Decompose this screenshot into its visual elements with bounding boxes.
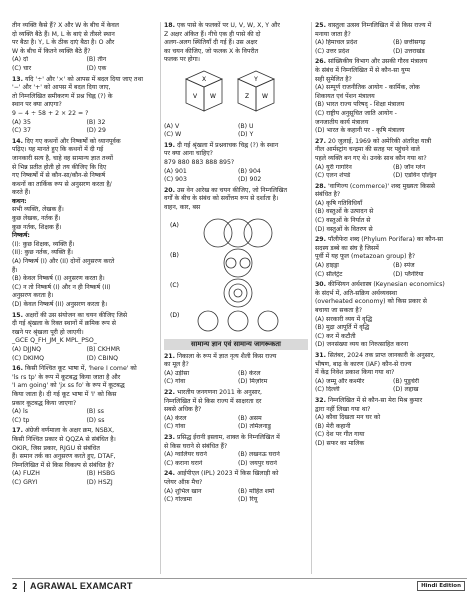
options bbox=[164, 488, 308, 505]
venn-label-c: (C) bbox=[170, 281, 179, 289]
option-c: (C) उत्तर प्रदेश bbox=[315, 47, 350, 55]
option-a: (A) 901 bbox=[164, 167, 187, 175]
cube-1-left-face: V bbox=[192, 92, 198, 100]
option-d: (D) Y bbox=[238, 131, 254, 139]
option-a: (A) दो bbox=[12, 56, 28, 64]
options bbox=[12, 119, 157, 136]
option-b: (B) 904 bbox=[238, 167, 261, 175]
venn-option-b bbox=[224, 249, 252, 277]
option-c: (C) दिल्ली bbox=[315, 386, 340, 394]
question-12-continued: तीन व्यक्ति कैसे हैं? X और W के बीच में केवल दो व्यक्ति बैठे हैं। M, L के बाएं से तीसरे स्थान पर बैठा है। Y, L के ठीक दाएं बैठा है। O और W के बीच में कितने व्यक्ति बैठे हैं? (A) दो (B) तीन (C) चार (D) एक bbox=[12, 22, 157, 74]
column-1 bbox=[12, 22, 157, 489]
option-a: (A) V bbox=[164, 122, 180, 130]
option-a: (A) हाइड्रा bbox=[315, 262, 339, 270]
option-c: (C) कराना घराने bbox=[164, 459, 203, 467]
option-d: (D) CBINQ bbox=[86, 354, 118, 362]
question-26: 26. सांख्यिकीय विभाग और उसकी गौरव मंत्रालय के संबंध में निम्नलिखित में से कौन-सा युग्म सही सुमेलित है? (A) सम्पूर्ण राजनीतिक आयोग - कार्मिक, लोक शिकायत एवं पेंशन मंत्रालय (B) भारत राज्य परिषद् - शिक्षा मंत्रालय (C) राष्ट्रीय अनुसूचित जाति आयोग - जनजातीय कार्य मंत्रालय (D) भारत के कहानी पर - कृषि मंत्रालय bbox=[315, 58, 428, 135]
option-d: (D) एक bbox=[86, 64, 107, 72]
options bbox=[315, 39, 467, 56]
option-b: (B) लखनऊ घराने bbox=[238, 451, 280, 459]
venn-option-c bbox=[224, 279, 252, 307]
option-b: (B) स्पंज bbox=[393, 262, 415, 270]
footer-separator bbox=[24, 581, 25, 592]
options bbox=[164, 123, 308, 140]
question-30: 30. कीन्सियन अर्थशास्त्र (Keynesian economics) के संदर्भ में, अति-सक्रिय अर्थव्यवस्था (overheated economy) को किस प्रकार से बचाया जा सकता है? (A) सरकारी व्यय में वृद्धि (B) मुद्रा आपूर्ति में वृद्धि (C) कर में कटौती (D) जनसंख्या व्यय का निरुत्साहित करना bbox=[315, 281, 445, 349]
options bbox=[315, 378, 467, 395]
option-c: (C) 903 bbox=[164, 176, 187, 184]
option-b: (B) CKHMR bbox=[86, 345, 121, 353]
option-a: (A) युरी गागरिन bbox=[315, 163, 352, 171]
options bbox=[315, 262, 467, 279]
options bbox=[12, 408, 157, 425]
options bbox=[12, 470, 157, 487]
option-d: (D) 29 bbox=[86, 127, 106, 135]
option-b: (B) मोहित शर्मा bbox=[238, 487, 275, 495]
cube-1-top-face: X bbox=[201, 75, 207, 83]
column-divider bbox=[311, 22, 312, 574]
option-c: (C) चार bbox=[12, 64, 32, 72]
venn-option-d bbox=[198, 311, 278, 331]
option-d: (D) प्लैनेरिया bbox=[393, 270, 424, 278]
question-15: 15. अक्षरों की उस संयोजन का चयन कीजिए जिसे दी गई श्रृंखला के रिक्त स्थानों में क्रमिक रूप से रखने पर श्रृंखला पूरी हो जाएगी। _GCE Q_FH_JM_K MPL_PSO_ (A) DJJNQ (B) CKHMR (C) DKIMQ (D) CBINQ bbox=[12, 312, 157, 364]
options bbox=[12, 56, 157, 73]
option-b: (B) पुडुचेरी bbox=[393, 377, 419, 385]
options bbox=[164, 451, 308, 468]
options bbox=[164, 168, 308, 185]
option-d: (D) मिज़ोरम bbox=[238, 378, 268, 386]
option-b: (B) असम bbox=[238, 414, 262, 422]
option-b: (B) तीन bbox=[86, 56, 107, 64]
column-3 bbox=[315, 22, 467, 451]
brand-logo-text: AGRAWAL EXAMCART bbox=[30, 581, 133, 591]
question-16: 16. किसी निश्चित कूट भाषा में, 'here I come' को 'ls rs tp' के रूप में कूटबद्ध किया जाता है और 'I am going' को 'jx ss fo' के रूप में कूटबद्ध किया जाता है। दी गई कूट भाषा में 'I' को किस प्रकार कूटबद्ध किया जाएगा? (A) ls (B) ss (C) tp (D) ss bbox=[12, 365, 157, 425]
question-13: 13. यदि '÷' और '×' को आपस में बदल दिया जाए तथा '−' और '+' को आपस में बदल दिया जाए, तो निम्नलिखित समीकरण में प्रश्न चिह्न (?) के स्थान पर क्या आएगा? 9 − 4 ÷ 58 + 2 × 22 = ? (A) 35 (B) 32 (C) 37 (D) 29 bbox=[12, 76, 157, 136]
option-d: (D) उत्तराखंड bbox=[393, 47, 425, 55]
option-c: (C) गोवा bbox=[164, 378, 186, 386]
option-a: (A) DJJNQ bbox=[12, 345, 41, 353]
column-divider bbox=[160, 22, 161, 574]
option-b: (B) 32 bbox=[86, 118, 106, 126]
question-29: 29. पॉलीफेरा शब्द (Phylum Porifera) का कौन-सा सदस्य डब्बे का संघ है जिसमें पूर्वी में यह फूल (metazoan group) है? (A) हाइड्रा (B) स्पंज (C) सीलेंट्रेट (D) प्लैनेरिया bbox=[315, 236, 467, 279]
option-a: (A) उड़ीसा bbox=[164, 369, 190, 377]
option-b: (B) ss bbox=[86, 408, 104, 416]
option-a: (A) जम्मू और कश्मीर bbox=[315, 377, 365, 385]
venn-label-a: (A) bbox=[170, 221, 179, 229]
option-d: (D) HSZJ bbox=[86, 478, 113, 486]
question-19: 19. दी गई श्रृंखला में प्रश्नवाचक चिह्न (?) के स्थान पर क्या आना चाहिए? 879 880 883 888 895? (A) 901 (B) 904 (C) 903 (D) 902 bbox=[164, 142, 308, 185]
section-heading: सामान्य ज्ञान एवं सामान्य जागरूकता bbox=[164, 339, 308, 350]
question-17: 17. अंग्रेजी वर्णमाला के अक्षर क्रम, NSBX, किसी निश्चित प्रकार से QQZA से संबंधित है। OKIR, जिस प्रकार, RJGU से संबंधित हैं। समान तर्क का अनुसरण करते हुए, DTAF, निम्नलिखित में से किस विकल्प से संबंधित है? (A) FUZH (B) HSBG (C) GRYI (D) HSZJ bbox=[12, 427, 157, 487]
question-32: 32. निम्नलिखित में से कौन-सा मेरा मिश्र कुमार द्वारा नहीं लिखा गया था? (A) कौवा दिखता मन घर को (B) मेरी कहानी (C) देश पर गीत गाया (D) सफर का मालिक bbox=[315, 396, 423, 447]
option-d: (D) जयपुर घराने bbox=[238, 459, 277, 467]
option-c: (C) गोवा bbox=[164, 423, 186, 431]
question-23: 23. प्रसिद्ध ईरानी इस्लाम, शाक्त के निम्नलिखित में से किस घराने से संबंधित हैं? (A) ग्वालियर घराने (B) लखनऊ घराने (C) कराना घराने (D) जयपुर घराने bbox=[164, 434, 308, 468]
option-d: (D) रियू bbox=[238, 496, 258, 504]
option-b: (B) जॉन ग्लेन bbox=[393, 163, 426, 171]
option-d: (D) लद्दाख bbox=[393, 386, 419, 394]
question-24: 24. आईपीएल (IPL) 2023 में किस खिलाड़ी को प्लेयर ऑफ़ मैच? (A) शुभिल खान (B) मोहित शर्मा (C) गोल्डमा (D) रियू bbox=[164, 470, 308, 504]
question-18: 18. एक पासे के फलकों पर U, V, W, X, Y और Z अक्षर अंकित हैं। नीचे एक ही पासे की दो अलग-अलग स्थितियाँ दी गई हैं। उस अक्षर का चयन कीजिए, जो फलक X के विपरीत फलक पर होगा। X V W Y Z W (A) V (B) U (C) W (D) Y bbox=[164, 22, 308, 140]
option-d: (D) ss bbox=[86, 416, 105, 424]
option-a: (A) ग्वालियर घराने bbox=[164, 451, 207, 459]
option-b: (B) U bbox=[238, 122, 254, 130]
options bbox=[12, 346, 157, 363]
question-28: 28. 'वाणिज्य (commerce)' शब्द मुख्यतः किससे संबंधित है? (A) कृषि गतिविधियाँ (B) वस्तुओं के उत्पादन से (C) वस्तुओं के निर्यात से (D) वस्तुओं के वितरण से bbox=[315, 182, 435, 233]
option-b: (B) HSBG bbox=[86, 470, 116, 478]
option-a: (A) 35 bbox=[12, 118, 31, 126]
cube-2-top-face: Y bbox=[254, 75, 258, 83]
venn-options-figure bbox=[168, 215, 304, 333]
option-c: (C) 37 bbox=[12, 127, 31, 135]
question-27: 27. 20 जुलाई, 1969 को अमेरिकी अंतरिक्ष यात्री नील आर्मस्ट्रांग चन्द्रमा की सतह पर पहुंचने वाले पहले व्यक्ति बन गए थे। उनके साथ कौन गया था? (A) युरी गागरिन (B) जॉन ग्लेन (C) एलन शेपर्ड (D) एडविन एल्ड्रिन bbox=[315, 138, 467, 181]
option-b: (B) छत्तीसगढ़ bbox=[393, 39, 426, 47]
dice-figure bbox=[184, 67, 284, 117]
cube-2-left-face: Z bbox=[244, 92, 250, 100]
option-a: (A) FUZH bbox=[12, 470, 40, 478]
option-d: (D) एडविन एल्ड्रिन bbox=[393, 172, 437, 180]
venn-option-a bbox=[204, 219, 272, 247]
question-20: 20. उस वेन आरेख का चयन कीजिए, जो निम्नलिखित वर्गों के बीच के संबंध को सर्वोत्तम रूप से दर्शाता है। वाहन, कार, बस (A) (B) (C) (D) bbox=[164, 187, 308, 336]
question-22: 22. भारतीय जनगणना 2011 के अनुसार, निम्नलिखित में से किस राज्य में साक्षरता दर सबसे अधिक है? (A) केरल (B) असम (C) गोवा (D) तमिलनाडु bbox=[164, 389, 308, 432]
footer-divider bbox=[12, 578, 467, 579]
option-c: (C) एलन शेपर्ड bbox=[315, 172, 351, 180]
option-c: (C) GRYI bbox=[12, 478, 38, 486]
option-d: (D) तमिलनाडु bbox=[238, 423, 271, 431]
question-21: 21. निकाला के रूप में ज्ञात नृत्य शैली किस राज्य का मूल है? (A) उड़ीसा (B) केरल (C) गोवा (D) मिज़ोरम bbox=[164, 353, 308, 387]
options bbox=[164, 415, 308, 432]
question-25: 25. वास्तुला उत्सव निम्नलिखित में से किस राज्य में मनाया जाता है? (A) हिमाचल प्रदेश (B) छत्तीसगढ़ (C) उत्तर प्रदेश (D) उत्तराखंड bbox=[315, 22, 467, 56]
cube-1-right-face: W bbox=[210, 92, 216, 100]
venn-label-b: (B) bbox=[170, 251, 179, 259]
options bbox=[164, 370, 308, 387]
edition-badge: Hindi Edition bbox=[417, 581, 465, 591]
option-c: (C) tp bbox=[12, 416, 30, 424]
option-a: (A) ls bbox=[12, 408, 28, 416]
question-14: 14. दिए गए कथनों और निष्कर्षों को ध्यानपूर्वक पढ़िए। यह मानते हुए कि कथनों में दी गई जानकारी सत्य है, चाहे वह सामान्य ज्ञात तथ्यों से भिन्न प्रतीत होती हो तय कीजिए कि दिए गए निष्कर्षों में से कौन-सा/कौन-से निष्कर्ष कथनों का तार्किक रूप से अनुसरण करता है/ करते हैं। कथन: सभी व्यक्ति, लेखक हैं। कुछ लेखक, नर्तक हैं। कुछ नर्तक, शिक्षक हैं। निष्कर्ष: (I): कुछ शिक्षक, व्यक्ति हैं। (II): कुछ नर्तक, व्यक्ति हैं। (A) निष्कर्ष (I) और (II) दोनों अनुसरण करते हैं। (B) केवल निष्कर्ष (I) अनुसरण करता है। (C) न तो निष्कर्ष (I) और न ही निष्कर्ष (II) अनुसरण करता है। (D) केवल निष्कर्ष (II) अनुसरण करता है। bbox=[12, 137, 121, 308]
option-c: (C) DKIMQ bbox=[12, 354, 44, 362]
column-2 bbox=[164, 22, 308, 507]
question-31: 31. सितंबर, 2024 तक प्राप्त जानकारी के अनुसार, भीषण, बाढ़ के कारण (IAF) कौन-से राज्य में केंद्र निवेश प्रकाश किया गया था? (A) जम्मू और कश्मीर (B) पुडुचेरी (C) दिल्ली (D) लद्दाख bbox=[315, 352, 467, 395]
page-footer bbox=[0, 578, 475, 596]
option-b: (B) केरल bbox=[238, 369, 261, 377]
cube-2-right-face: W bbox=[262, 92, 268, 100]
option-c: (C) सीलेंट्रेट bbox=[315, 270, 343, 278]
option-c: (C) गोल्डमा bbox=[164, 496, 192, 504]
options bbox=[315, 164, 467, 181]
venn-label-d: (D) bbox=[170, 311, 180, 319]
option-c: (C) W bbox=[164, 131, 182, 139]
option-a: (A) हिमाचल प्रदेश bbox=[315, 39, 358, 47]
option-d: (D) 902 bbox=[238, 176, 262, 184]
option-a: (A) शुभिल खान bbox=[164, 487, 202, 495]
page-number: 2 bbox=[12, 582, 18, 591]
option-a: (A) केरल bbox=[164, 414, 187, 422]
